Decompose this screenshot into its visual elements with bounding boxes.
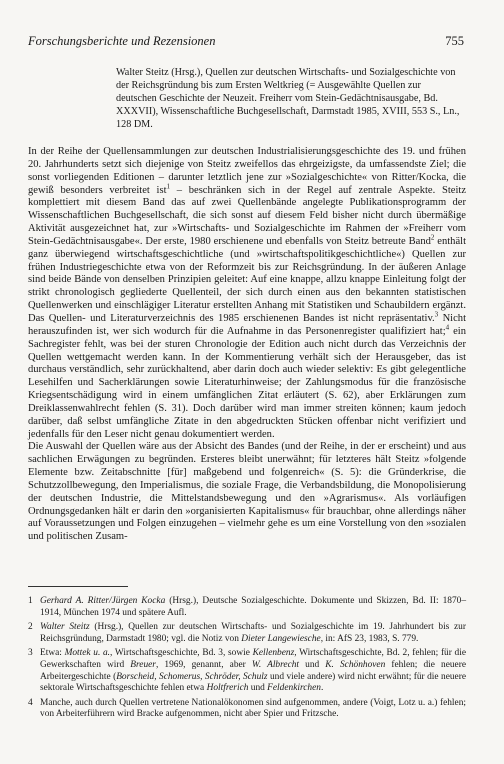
text-run: . (320, 683, 324, 694)
footnote (28, 622, 466, 645)
text-run: und (248, 683, 268, 694)
paragraph: Die Auswahl der Quellen wäre aus der Absicht des Bandes (und der Reihe, in der er erscheint) und aus sachlichen Erwägungen zu begründen. Ersteres bleibt unerwähnt; für letzteres hält Steitz »folgende Elemente bzw. Zeitabschnitte [für] maßgebend und folgenreich« (S. 5): die Gründerkrise, die Schutzzollbewegung, den Imperialismus, die soziale Frage, die Verbandsbildung, die Monopolisierung der deutschen Industrie, die Mittelstandsbewegung und den »Agrarismus«. Als vorläufigen Ordnungsgedanken hält er darin den »organisierten Kapitalismus« für brauchbar, ohne allerdings näher auf Voraussetzungen und Folgen einzugehen – vielmehr gehe es um eine Vorstellung von den »sozialen und politischen Zusam- (28, 441, 466, 543)
footnote (28, 648, 466, 694)
section-title: Forschungsberichte und Rezensionen (28, 34, 216, 48)
text-run: enthält ganz überwiegend wirtschaftsgeschichtliche (und »wirtschaftspolitikgeschichtliche«) Quellen zur frühen Industriegeschichte etwa von der Reformzeit bis zur Reichsgründung. In der äußeren Anlage sind beide Bände von denselben Prinzipien geleitet: Auf eine knappe, allzu knappe Einleitung folgt der strikt chronologisch gegliederte Quellenteil, der sich durch einen aus den bekannten statistischen Quellenwerken und einschlägiger Literatur erstellten Anhang mit Statistiken und Schaubildern ergänzt. Das Quellen- und Literaturverzeichnis des 1985 erschienenen Bandes ist nicht repräsentativ. (28, 235, 466, 324)
text-run: und viele andere) wird nicht erwähnt; für die neuere sektorale Wirtschaftsgeschichte fehlen etwa (40, 671, 466, 694)
author-name: Gerhard A. Ritter/Jürgen Kocka (40, 596, 166, 606)
footnote-text (40, 596, 466, 619)
text-run: und (299, 659, 326, 670)
running-header (28, 34, 464, 49)
author-name: Kellenbenz (252, 648, 295, 659)
paragraph (28, 146, 466, 441)
text-run: In der Reihe der Quellensammlungen zur deutschen Industrialisierungsgeschichte des 19. und frühen 20. Jahrhunderts setzt sich diejenige von Steitz zweifellos das ehrgeizigste, da umfassendste Ziel; die sonst vorliegenden Editionen – darunter letztlich jene zur »Sozialgeschichte« von Ritter/Kocka, die gewiß besonders verbreitet ist (28, 146, 466, 196)
footnote-number: 1 (28, 596, 33, 606)
author-name: Dieter Langewiesche (241, 633, 321, 644)
footnote-ref[interactable]: 1 (166, 182, 171, 191)
footnote-ref[interactable]: 4 (445, 323, 450, 332)
text-run: Etwa: (40, 648, 65, 659)
author-name: Walter Steitz (40, 622, 90, 633)
footnote-ref[interactable]: 3 (434, 310, 439, 319)
text-run: , 1969, genannt, aber (155, 659, 252, 670)
footnote-number: 3 (28, 648, 33, 659)
book-citation (116, 66, 464, 131)
text-run: (Hrsg.), Deutsche Sozialgeschichte. Dokumente und Skizzen, Bd. II: 1870–1914, München 1974 und spätere Aufl. (40, 596, 467, 618)
author-name: K. Schönhoven (325, 659, 386, 670)
text-run: , Wirtschaftsgeschichte, Bd. 3, sowie (110, 648, 253, 659)
author-name: Mottek u. a. (64, 648, 111, 659)
text-run: – beschränken sich in der Regel auf zentrale Aspekte. Steitz komplettiert mit diesem Band das auf zwei Quellenbände angelegte Publikationsprogramm der Wissenschaftlichen Buchgesellschaft, die sich sonst auf diesem Feld bisher nicht durch übermäßige Aktivität ausgezeichnet hat, zur »Wirtschafts- und Sozialgeschichte im Rahmen der »Freiherr vom Stein-Gedächtnisausgabe«. Der erste, 1980 erschienene und ebenfalls von Steitz betreute Band (28, 184, 466, 247)
text-run: ein Sachregister fehlt, was bei der sturen Chronologie der Edition auch nicht durch das Verzeichnis der Quellen wettgemacht werden kann. In der Kommentierung verhält sich der Herausgeber, das ist durchaus verständlich, sehr zurückhaltend, aber darin doch auch wieder selektiv: Es gibt gelegentliche Lesehilfen und Sacherklärungen sowie Literaturhinweise; der Zahlungsmodus für die französische Kriegsentschädigung wird in einem umfänglichen Zitat erläutert (S. 62), aber Erklärungen zum Dreiklassenwahlrecht fehlen (S. 31). Doch darüber wird man immer streiten können; kaum jedoch darüber, daß selbst umfängliche Zitate in den abgedruckten Stücken offenbar nicht verifiziert und jedenfalls für den Leser nicht genau dokumentiert werden. (28, 325, 466, 440)
text-run: fehlen; die neuere Arbeitergeschichte ( (40, 659, 467, 682)
text-run: , Wirtschaftsgeschichte, Bd. 2, fehlen; für die Gewerkschaften wird (40, 648, 467, 670)
footnote (28, 596, 466, 619)
footnote-divider (28, 586, 128, 587)
author-name: W. Albrecht (251, 659, 300, 670)
citation-text: Walter Steitz (Hrsg.), Quellen zur deutschen Wirtschafts- und Sozialgeschichte von der Reichsgründung bis zum Ersten Weltkrieg (= Ausgewählte Quellen zur deutschen Geschichte der Neuzeit. Freiherr vom Stein-Gedächtnisausgabe, Bd. XXXVII), Wissenschaftliche Buchgesellschaft, Darmstadt 1985, XVIII, 553 S., Ln., 128 DM. (116, 67, 460, 130)
footnote-number: 2 (28, 622, 33, 633)
author-name: Breuer (130, 659, 156, 670)
author-name: Borscheid, Schomerus, Schröder, Schulz (116, 671, 268, 682)
review-body (28, 146, 466, 544)
footnote-text (40, 622, 466, 645)
author-name: Holtfrerich (206, 683, 249, 694)
footnote-text (40, 648, 466, 694)
text-run: (Hrsg.), Quellen zur deutschen Wirtschafts- und Sozialgeschichte im 19. Jahrhundert bis zur Reichsgründung, Darmstadt 1980; vgl. die Notiz von (40, 622, 466, 644)
text-run: Nicht herauszufinden ist, wer sich wodurch für die Aufnahme in das Personenregister qualifiziert hat; (28, 312, 466, 337)
footnote-ref[interactable]: 2 (430, 233, 435, 242)
footnote-text: Manche, auch durch Quellen vertretene Nationalökonomen sind aufgenommen, andere (Voigt, Lotz u. a.) fehlen; von Arbeiterführern wird Bracke aufgenommen, nicht aber Spier und Fritzsche. (40, 697, 466, 720)
text-run: , in: AfS 23, 1983, S. 779. (320, 633, 419, 644)
page-number: 755 (445, 34, 464, 48)
author-name: Feldenkirchen (267, 683, 321, 694)
footnote (28, 698, 466, 721)
footnotes (28, 596, 466, 724)
footnote-number: 4 (28, 697, 33, 708)
